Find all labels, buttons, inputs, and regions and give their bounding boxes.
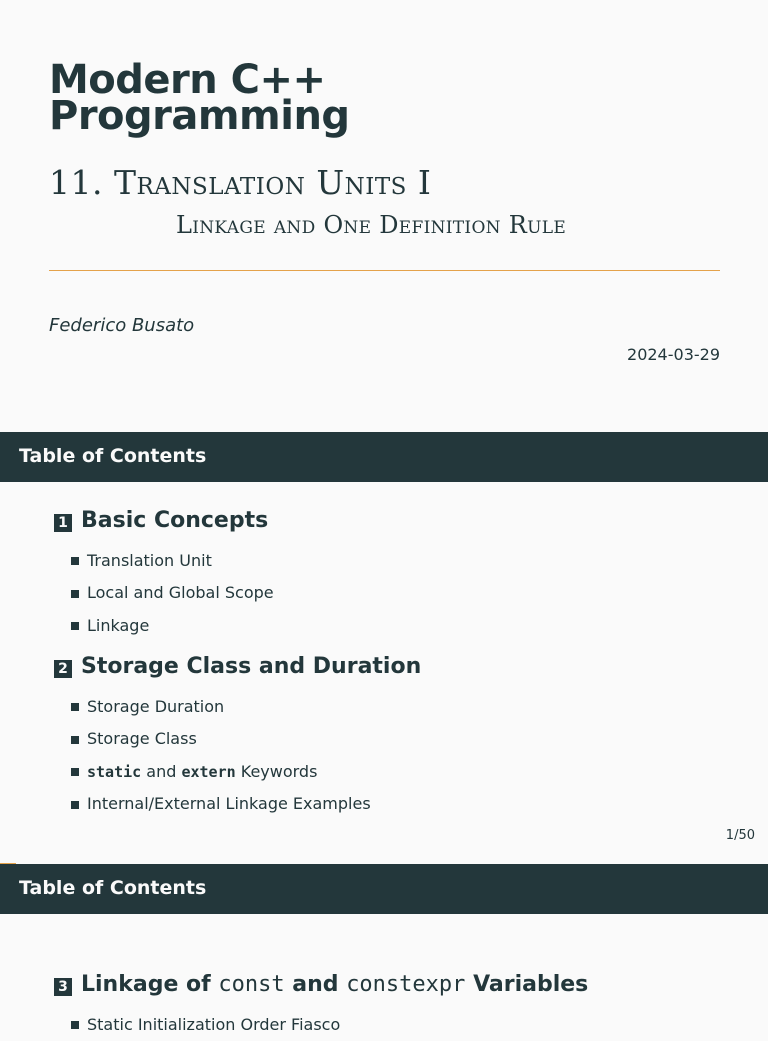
lecture-subtitle: 11. Translation Units I xyxy=(49,163,432,202)
subsection-item[interactable] xyxy=(71,544,274,577)
section-title[interactable] xyxy=(81,972,588,997)
and-text: and xyxy=(141,761,182,781)
toc-section-3[interactable] xyxy=(54,972,588,1041)
toc-slide-2 xyxy=(0,864,768,1034)
subsection-label xyxy=(87,762,317,781)
toc-slide-1 xyxy=(0,432,768,864)
frame-title: Table of Contents xyxy=(19,445,207,467)
author-name: Federico Busato xyxy=(49,315,195,336)
frame-title: Table of Contents xyxy=(19,877,207,899)
subsection-label: Linkage xyxy=(87,615,150,635)
square-bullet-icon xyxy=(71,622,79,630)
page-number: 1/50 xyxy=(725,828,755,843)
subsection-item[interactable] xyxy=(71,1008,588,1041)
subsection-item[interactable] xyxy=(71,577,274,610)
const-keyword: const xyxy=(218,972,285,997)
square-bullet-icon xyxy=(71,801,79,809)
presentation-date: 2024-03-29 xyxy=(627,345,720,364)
title-divider xyxy=(49,270,720,271)
title-text: Linkage of xyxy=(81,972,219,997)
subsection-list xyxy=(71,690,421,820)
square-bullet-icon xyxy=(71,703,79,711)
subsection-item[interactable] xyxy=(71,788,421,821)
subsection-item[interactable] xyxy=(71,690,421,723)
title-text: Variables xyxy=(465,972,589,997)
keywords-text: Keywords xyxy=(235,761,318,781)
toc-section-2[interactable] xyxy=(54,654,421,820)
static-keyword: static xyxy=(87,762,142,781)
subsection-list xyxy=(71,544,274,642)
subsection-label: Local and Global Scope xyxy=(87,583,274,603)
subsection-label: Translation Unit xyxy=(87,550,212,570)
title-text: and xyxy=(284,972,347,997)
lecture-subsubtitle: Linkage and One Definition Rule xyxy=(176,211,567,239)
subsection-label: Storage Duration xyxy=(87,696,225,716)
subsection-item[interactable] xyxy=(71,755,421,788)
title-slide xyxy=(0,0,768,432)
subsection-label: Static Initialization Order Fiasco xyxy=(87,1014,341,1034)
frame-header xyxy=(0,864,768,914)
title-line-1: Modern C++ xyxy=(49,57,326,103)
square-bullet-icon xyxy=(71,768,79,776)
title-line-2: Programming xyxy=(49,93,350,139)
subsection-item[interactable] xyxy=(71,723,421,756)
constexpr-keyword: constexpr xyxy=(346,972,466,997)
subsection-label: Internal/External Linkage Examples xyxy=(87,794,371,814)
section-number-badge: 1 xyxy=(54,514,72,532)
square-bullet-icon xyxy=(71,557,79,565)
toc-section-1[interactable] xyxy=(54,508,274,642)
subsection-item[interactable] xyxy=(71,609,274,642)
section-title[interactable]: Storage Class and Duration xyxy=(81,654,422,679)
subsection-list xyxy=(71,1008,588,1041)
square-bullet-icon xyxy=(71,1021,79,1029)
subsection-label: Storage Class xyxy=(87,729,197,749)
square-bullet-icon xyxy=(71,590,79,598)
frame-header xyxy=(0,432,768,482)
square-bullet-icon xyxy=(71,736,79,744)
extern-keyword: extern xyxy=(181,762,236,781)
section-title[interactable]: Basic Concepts xyxy=(81,508,269,533)
section-number-badge: 2 xyxy=(54,660,72,678)
section-number-badge: 3 xyxy=(54,978,72,996)
presentation-title xyxy=(49,57,350,139)
